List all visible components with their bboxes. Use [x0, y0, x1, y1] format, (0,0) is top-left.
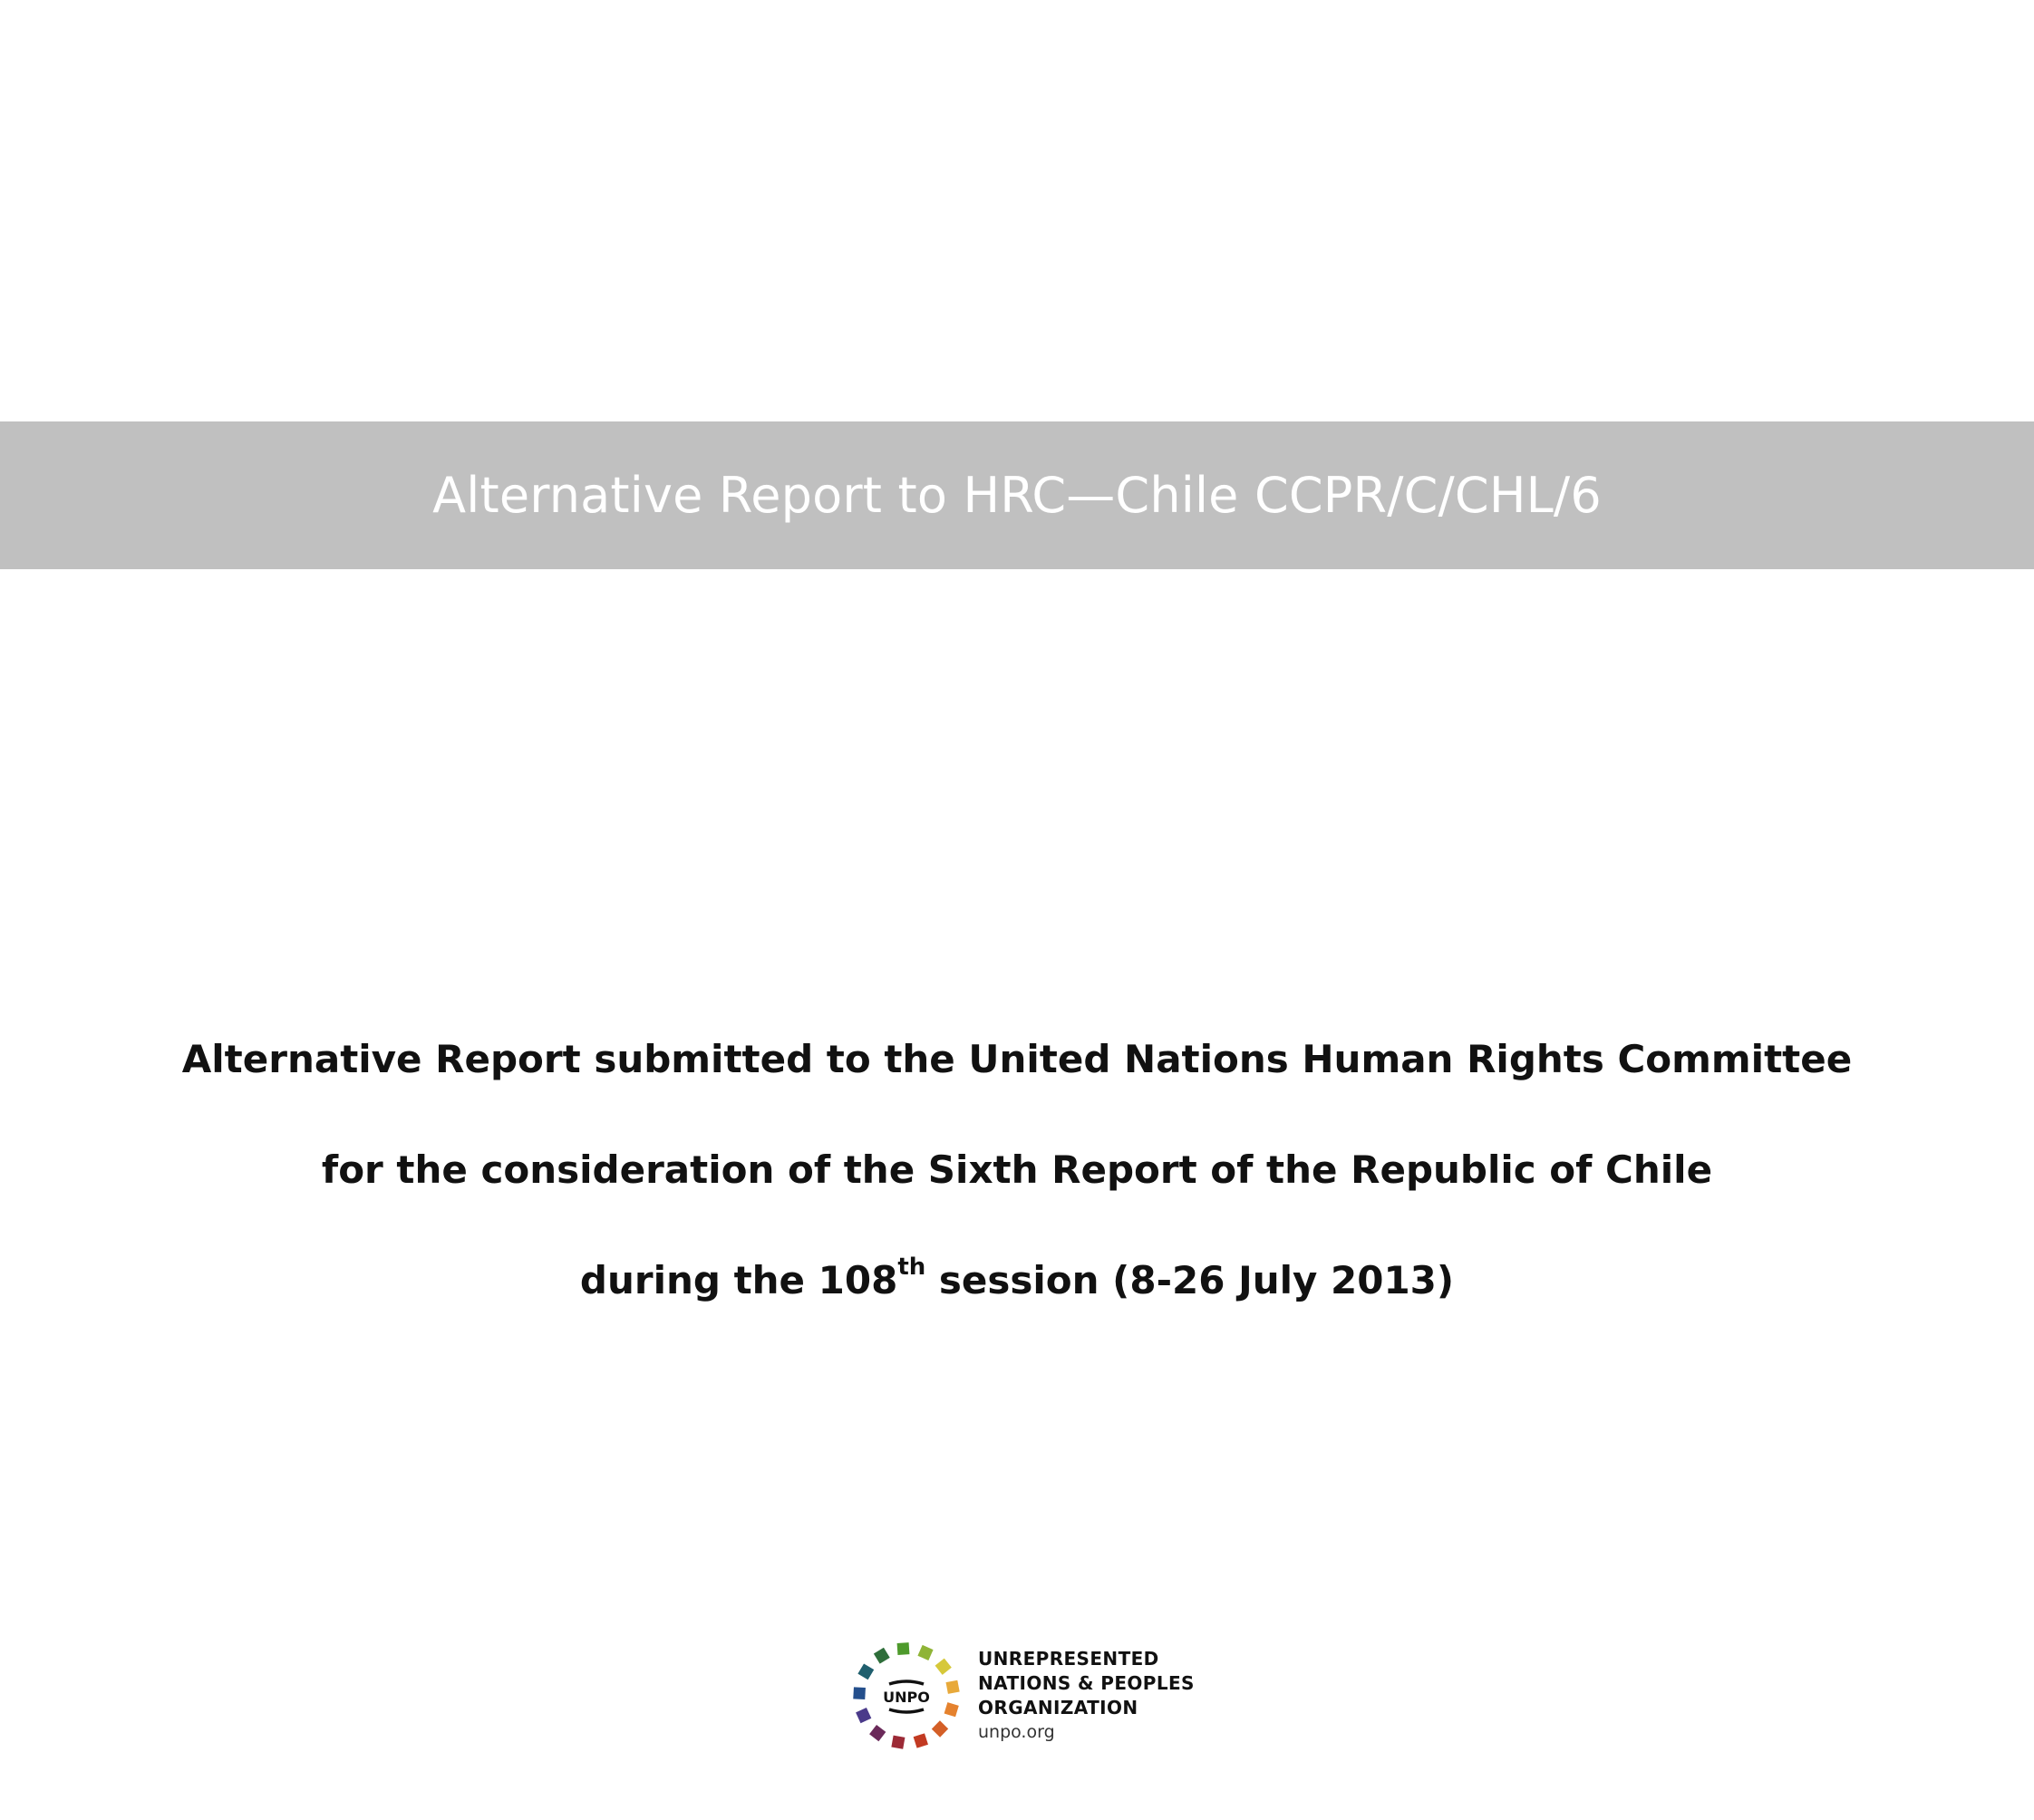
- logo-ring-square: [853, 1687, 866, 1699]
- logo-acronym: UNPO: [883, 1689, 930, 1706]
- unpo-ring-logo-icon: [848, 1637, 965, 1755]
- logo-ring-square: [857, 1663, 874, 1680]
- logo-arc-top: [889, 1681, 924, 1684]
- logo-ring-square: [856, 1708, 871, 1723]
- logo-arc-bottom: [889, 1709, 924, 1712]
- ordinal-suffix: th: [897, 1254, 926, 1281]
- banner-title: Alternative Report to HRC—Chile CCPR/C/CHL/6: [432, 467, 1602, 524]
- logo-ring-square: [897, 1642, 910, 1655]
- session-text-after: session (8-26 July 2013): [925, 1258, 1455, 1302]
- logo-ring-square: [917, 1645, 933, 1660]
- submission-line-2: for the consideration of the Sixth Report of the Republic of Chile: [321, 1147, 1713, 1192]
- logo-ring-square: [874, 1648, 890, 1664]
- logo-ring-square: [914, 1733, 928, 1747]
- submission-line-3: [0, 1254, 2034, 1307]
- logo-text: [978, 1647, 1195, 1745]
- session-text-before: during the 108: [579, 1258, 898, 1302]
- unpo-logo: [848, 1637, 1195, 1755]
- org-name-line-2: NATIONS & PEOPLES: [978, 1672, 1195, 1694]
- logo-ring-square: [935, 1659, 952, 1675]
- org-name-line-1: UNREPRESENTED: [978, 1648, 1159, 1670]
- logo-ring-square: [932, 1720, 948, 1737]
- submission-line-1: Alternative Report submitted to the United Nations Human Rights Committee: [181, 1037, 1853, 1081]
- org-name-line-3: ORGANIZATION: [978, 1697, 1138, 1718]
- logo-ring-square: [891, 1736, 905, 1749]
- logo-ring-square: [946, 1680, 960, 1694]
- title-banner: [0, 421, 2034, 569]
- submission-statement: [0, 1033, 2034, 1365]
- org-website: unpo.org: [978, 1722, 1055, 1742]
- logo-ring-square: [869, 1725, 886, 1741]
- logo-ring-square: [944, 1702, 959, 1717]
